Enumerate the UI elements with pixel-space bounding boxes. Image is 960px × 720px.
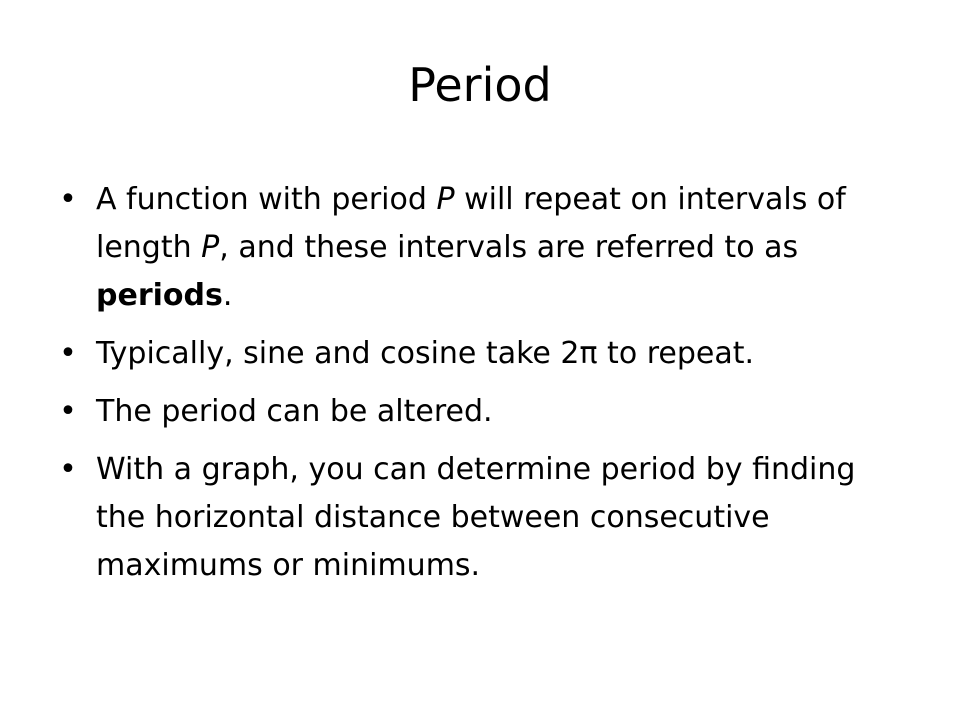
bullet-item-4 (58, 446, 878, 590)
bullet-list (58, 176, 878, 604)
period-symbol-p: P (201, 230, 220, 265)
bullet-icon: • (59, 452, 77, 487)
bold-term-periods: periods (96, 278, 223, 313)
bullet-item-2 (58, 330, 878, 378)
bullet-icon: • (59, 182, 77, 217)
slide-title: Period (408, 58, 552, 112)
bullet-1-text-part-3: , and these intervals are referred to as (219, 230, 799, 265)
bullet-item-1 (58, 176, 878, 320)
bullet-2-text: Typically, sine and cosine take 2π to repeat. (96, 336, 755, 371)
bullet-1-text-part-1: A function with period (96, 182, 437, 217)
bullet-item-3 (58, 388, 878, 436)
bullet-1-text-part-4: . (222, 278, 233, 313)
bullet-icon: • (59, 394, 77, 429)
bullet-4-text: With a graph, you can determine period by finding the horizontal distance between consecutive maximums or minimums. (96, 452, 856, 583)
bullet-1-text-part-2: will repeat on intervals of length (96, 182, 846, 265)
bullet-1-text (96, 182, 846, 313)
bullet-3-text: The period can be altered. (96, 394, 493, 429)
bullet-icon: • (59, 336, 77, 371)
period-symbol-p: P (436, 182, 455, 217)
